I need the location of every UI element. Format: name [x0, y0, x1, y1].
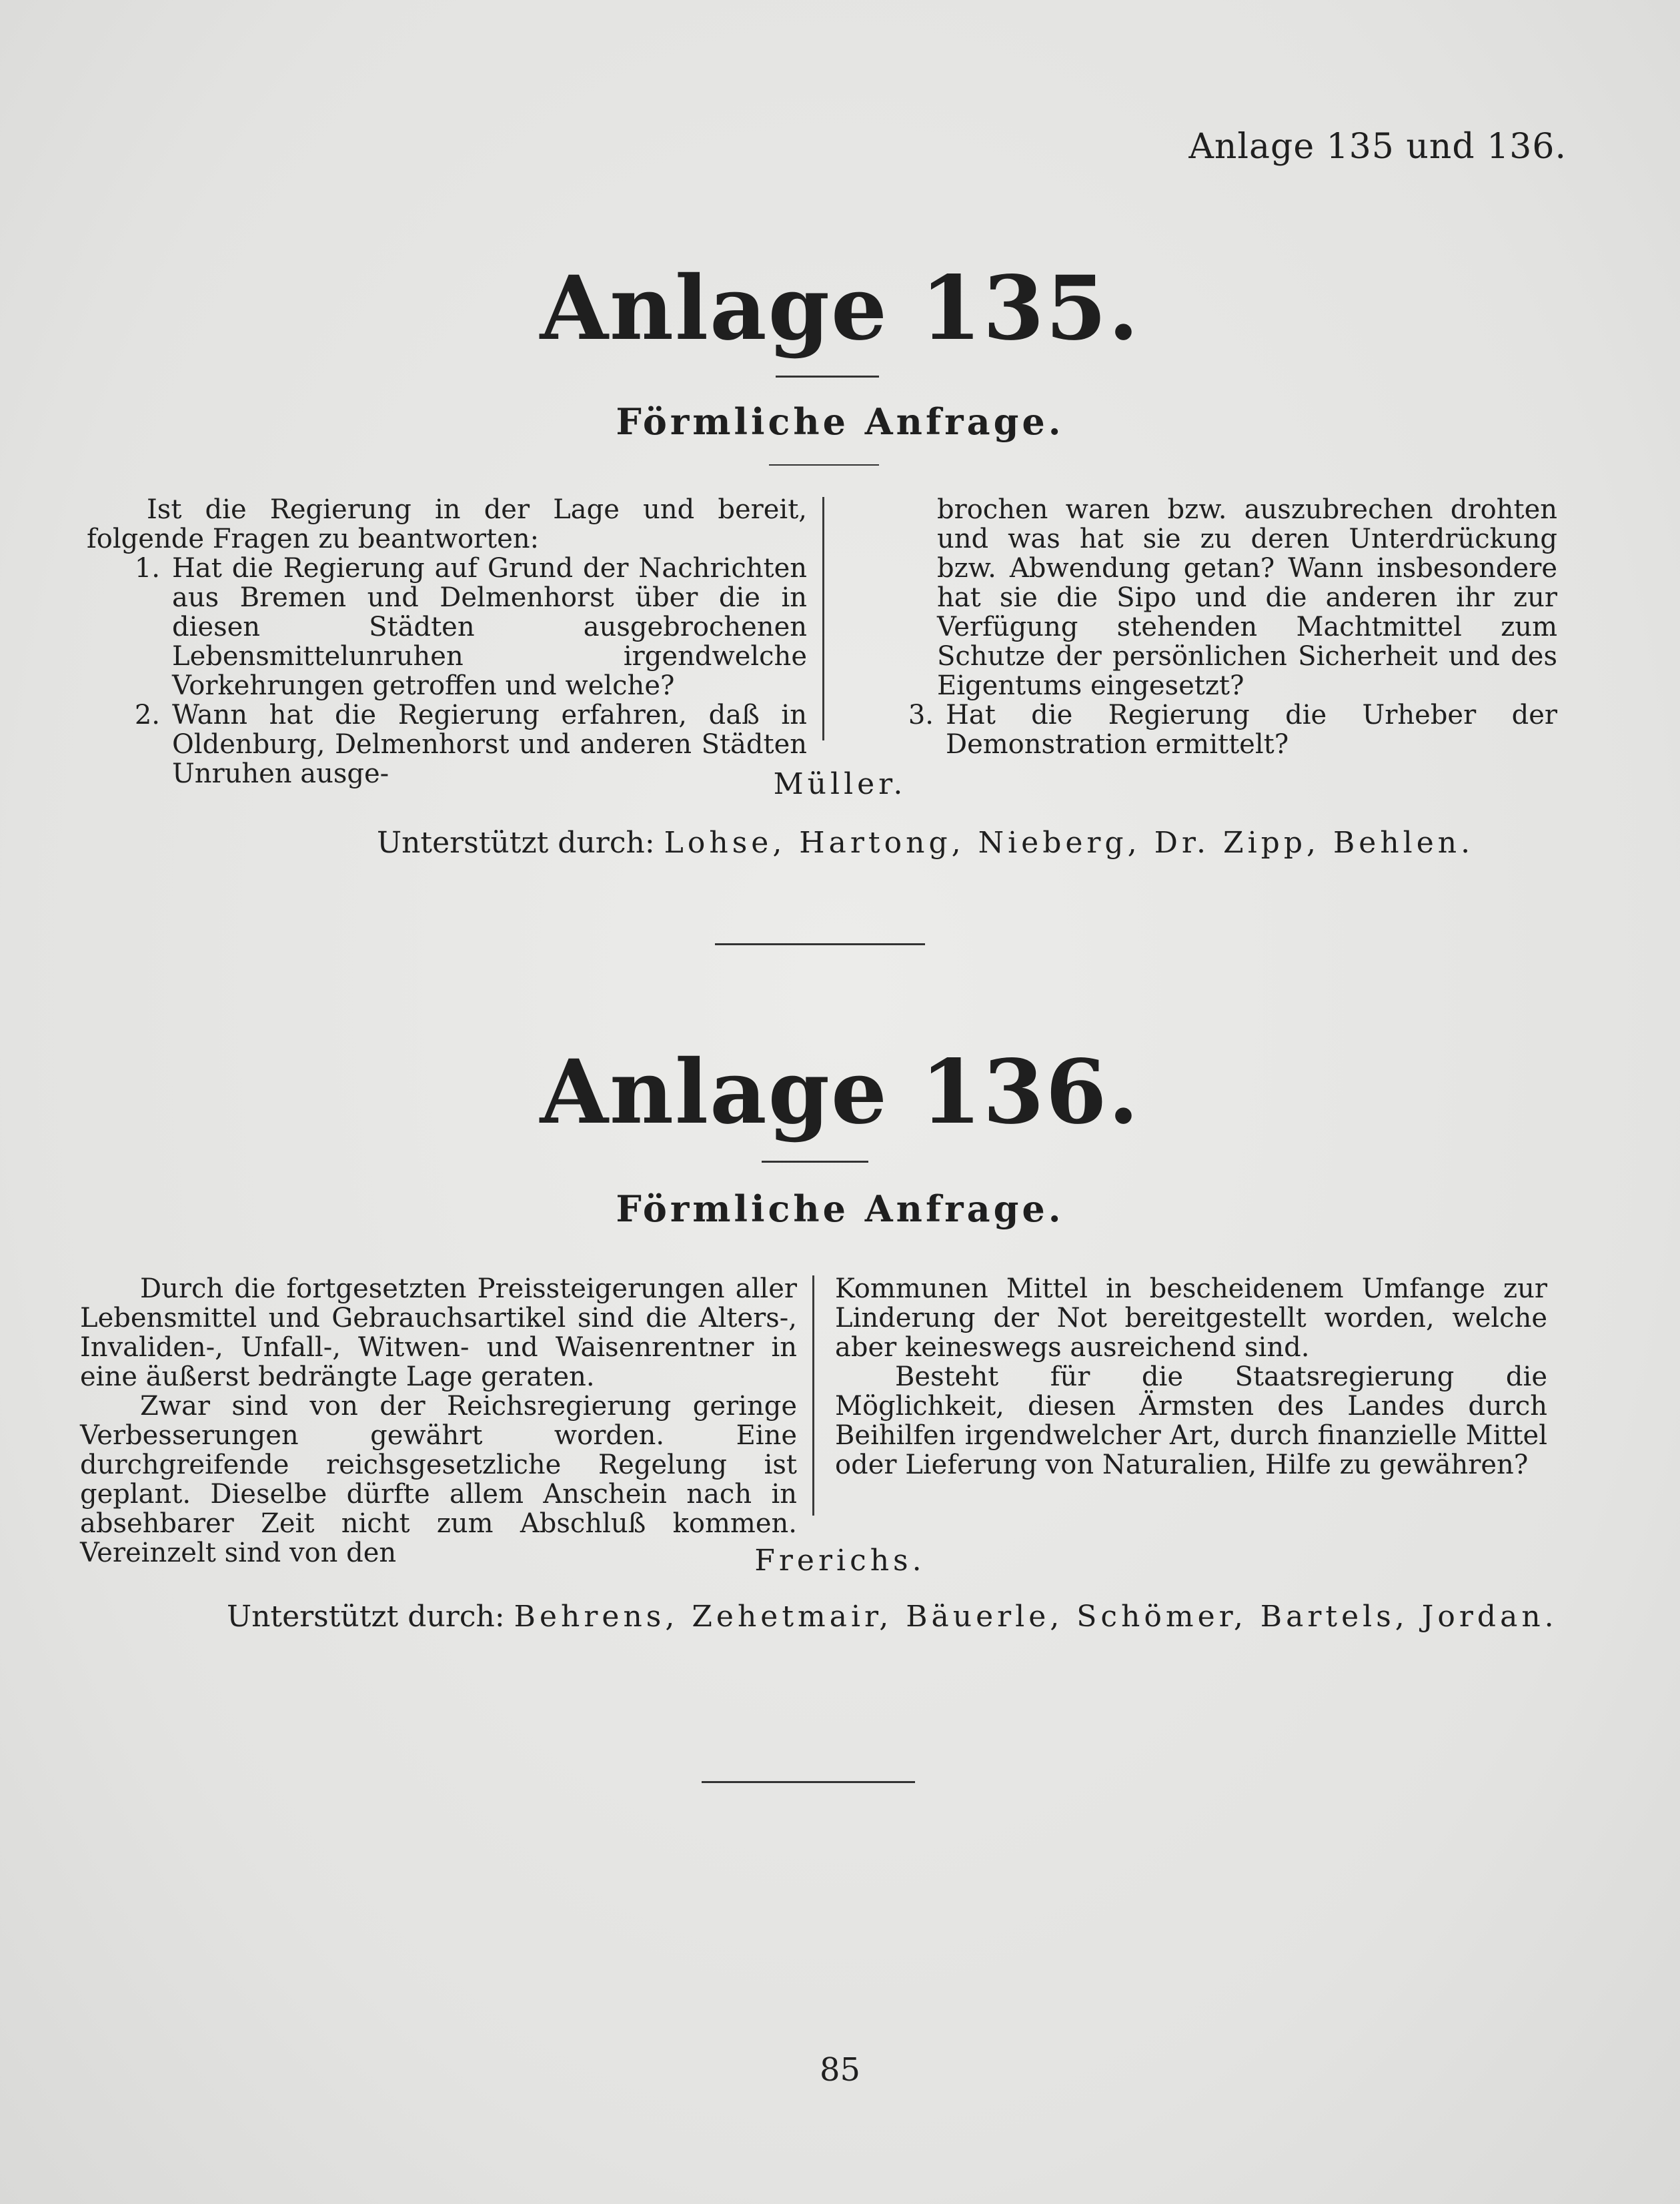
- section-title-135: Anlage 135.: [540, 257, 1140, 360]
- list-item: [860, 700, 1557, 759]
- section-separator-rule: [715, 943, 925, 945]
- section-subtitle-135: Förmliche Anfrage.: [616, 400, 1064, 443]
- signature-136: Frerichs.: [754, 1544, 926, 1578]
- body-paragraph: Kommunen Mittel in bescheidenem Umfange zur Linderung der Not bereitgestellt worden, welche aber keineswegs ausreichend sind.: [835, 1273, 1547, 1363]
- support-line-136: [227, 1600, 1558, 1634]
- left-column-135: [87, 495, 807, 788]
- section-separator-rule: [702, 1781, 915, 1783]
- support-label: Unterstützt durch:: [227, 1600, 505, 1634]
- intro-paragraph: Ist die Regierung in der Lage und bereit, folgende Fragen zu beantworten:: [87, 494, 807, 554]
- body-paragraph: Zwar sind von der Reichsregierung geringe Verbesserungen gewährt worden. Eine durchgreifende reichsgesetzliche Regelung ist geplant. Dieselbe dürfte allem Anschein nach in absehbarer Zeit nicht zum Abschluß kommen. Vereinzelt sind von den: [80, 1391, 797, 1568]
- signature-135: Müller.: [773, 767, 907, 801]
- continuation-paragraph: brochen waren bzw. auszubrechen drohten und was hat sie zu deren Unterdrückung bzw. Abwendung getan? Wann insbesondere hat sie die Sipo und die anderen ihr zur Verfügung stehenden Machtmittel zum Schutze der persönlichen Sicherheit und des Eigentums eingesetzt?: [937, 494, 1557, 701]
- support-names: Lohse, Hartong, Nieberg, Dr. Zipp, Behlen.: [664, 826, 1475, 860]
- support-line-135: [377, 826, 1474, 860]
- running-header: Anlage 135 und 136.: [1188, 127, 1567, 167]
- list-item: [87, 554, 807, 700]
- item-number: 1.: [134, 553, 160, 584]
- page-number: 85: [819, 2051, 861, 2089]
- support-names: Behrens, Zehetmair, Bäuerle, Schömer, Bartels, Jordan.: [514, 1600, 1558, 1634]
- left-column-136: [80, 1274, 797, 1568]
- title-rule: [776, 376, 879, 378]
- section-subtitle-136: Förmliche Anfrage.: [616, 1187, 1064, 1230]
- body-paragraph: Durch die fortgesetzten Preissteigerungen aller Lebensmittel und Gebrauchsartikel sind die Alters-, Invaliden-, Unfall-, Witwen- und Waisenrentner in eine äußerst bedrängte Lage geraten.: [80, 1273, 797, 1392]
- item-number: 3.: [908, 700, 934, 730]
- item-number: 2.: [134, 700, 160, 730]
- item-text: Wann hat die Regierung erfahren, daß in Oldenburg, Delmenhorst und anderen Städten Unruhen ausge-: [172, 700, 807, 789]
- column-divider: [812, 1275, 814, 1516]
- section-title-136: Anlage 136.: [540, 1041, 1140, 1144]
- subtitle-rule: [769, 464, 879, 466]
- body-paragraph: Besteht für die Staatsregierung die Möglichkeit, diesen Ärmsten des Landes durch Beihilfen irgendwelcher Art, durch finanzielle Mittel oder Lieferung von Naturalien, Hilfe zu gewähren?: [835, 1361, 1547, 1480]
- right-column-136: [835, 1274, 1547, 1480]
- title-rule: [762, 1161, 868, 1163]
- support-label: Unterstützt durch:: [377, 826, 655, 860]
- item-text: Hat die Regierung die Urheber der Demonstration ermittelt?: [946, 700, 1557, 760]
- column-divider: [822, 497, 824, 740]
- right-column-135: [860, 495, 1557, 759]
- item-text: Hat die Regierung auf Grund der Nachrichten aus Bremen und Delmenhorst über die in diesen Städten ausgebrochenen Lebensmittelunruhen irgendwelche Vorkehrungen getroffen und welche?: [172, 553, 807, 701]
